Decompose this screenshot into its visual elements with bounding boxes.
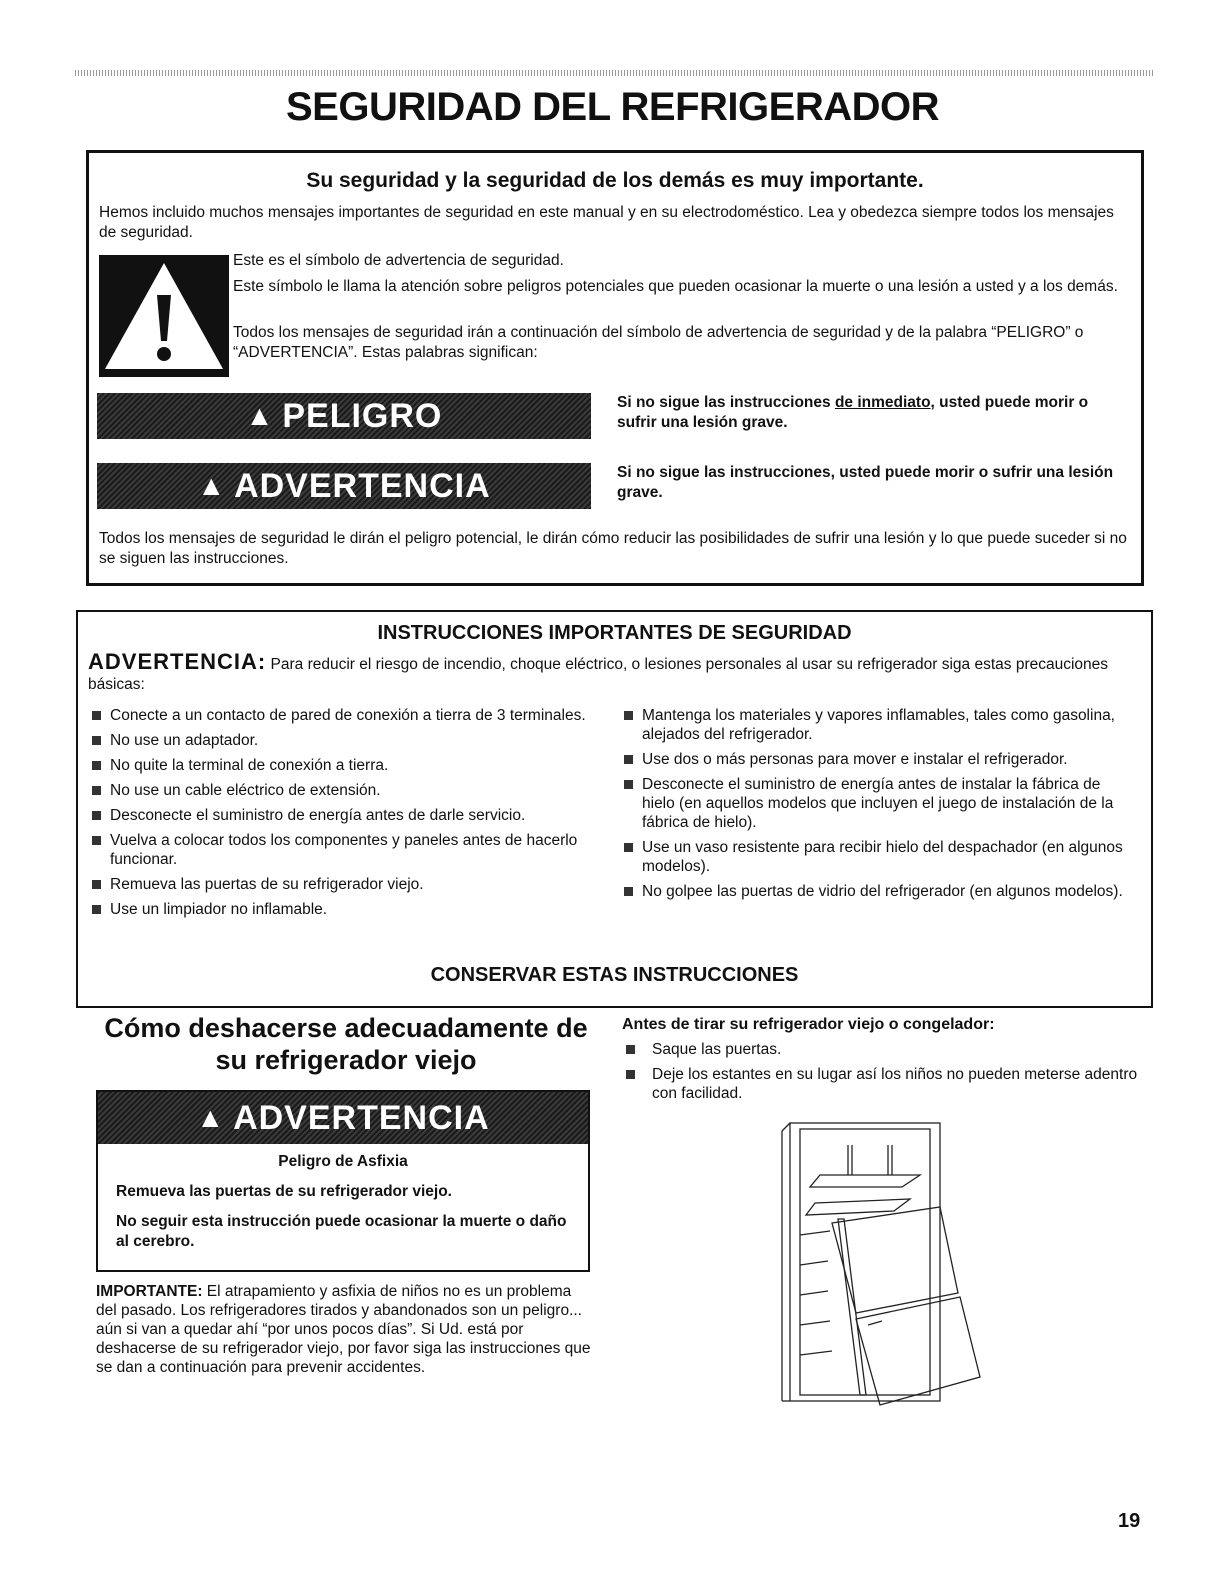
discard-bullet-list — [622, 1040, 1147, 1109]
page-number: 19 — [1118, 1510, 1141, 1532]
symbol-line-1: Este es el símbolo de advertencia de seguridad. — [233, 252, 564, 269]
warning-label: ADVERTENCIA — [234, 466, 491, 505]
list-item: No use un cable eléctrico de extensión. — [88, 781, 598, 800]
top-rule — [75, 70, 1153, 76]
safety-heading: Su seguridad y la seguridad de los demás es muy importante. — [306, 169, 924, 192]
list-item: Use dos o más personas para mover e instalar el refrigerador. — [620, 750, 1125, 769]
list-item: No use un adaptador. — [88, 731, 598, 750]
left-bullet-list — [88, 706, 598, 925]
danger-label: PELIGRO — [282, 396, 443, 435]
warning-banner — [97, 463, 591, 509]
warning-small-icon: ▲ — [197, 470, 227, 501]
disposal-title-line-2: su refrigerador viejo — [215, 1045, 477, 1075]
important-paragraph — [96, 1282, 596, 1377]
right-bullet-list — [620, 706, 1125, 907]
danger-text-post: , usted puede morir o sufrir una lesión grave. — [617, 394, 1089, 431]
refrigerator-illustration — [770, 1115, 1000, 1415]
instructions-box — [76, 610, 1153, 1008]
list-item: Mantenga los materiales y vapores inflamables, tales como gasolina, alejados del refrigerador. — [620, 706, 1125, 744]
keep-instructions: CONSERVAR ESTAS INSTRUCCIONES — [430, 964, 799, 986]
disposal-title-line-1: Cómo deshacerse adecuadamente de — [104, 1013, 588, 1043]
list-item: Desconecte el suministro de energía antes de instalar la fábrica de hielo (en aquellos modelos que incluyen el juego de instalación de la fábrica de hielo). — [620, 775, 1125, 832]
asphyxia-warning-box — [96, 1090, 590, 1272]
important-text: El atrapamiento y asfixia de niños no es un problema del pasado. Los refrigeradores tirados y abandonados son un peligro... aún si van a quedar ahí “por unos pocos días”. Si Ud. está por deshacerse de su refrigerador viejo, por favor siga las instrucciones que se dan a continuación para prevenir accidentes. — [96, 1283, 591, 1376]
safety-footer: Todos los mensajes de seguridad le dirán el peligro potencial, le dirán cómo reducir las posibilidades de sufrir una lesión y lo que puede suceder si no se siguen las instrucciones. — [99, 530, 1127, 567]
page-title: SEGURIDAD DEL REFRIGERADOR — [286, 85, 939, 129]
warning-small-icon: ▲ — [196, 1102, 226, 1133]
warning-text: Si no sigue las instrucciones, usted puede morir o sufrir una lesión grave. — [617, 464, 1114, 501]
list-item: Saque las puertas. — [622, 1040, 1147, 1059]
before-discard-heading: Antes de tirar su refrigerador viejo o congelador: — [622, 1016, 995, 1033]
hazard-line-2: No seguir esta instrucción puede ocasionar la muerte o daño al cerebro. — [116, 1213, 567, 1250]
list-item: Deje los estantes en su lugar así los niños no pueden meterse adentro con facilidad. — [622, 1065, 1147, 1103]
symbol-line-2: Este símbolo le llama la atención sobre peligros potenciales que pueden ocasionar la muerte o una lesión a usted y a los demás. — [233, 278, 1118, 295]
list-item: No quite la terminal de conexión a tierra. — [88, 756, 598, 775]
list-item: No golpee las puertas de vidrio del refrigerador (en algunos modelos). — [620, 882, 1125, 901]
list-item: Desconecte el suministro de energía antes de darle servicio. — [88, 806, 598, 825]
disposal-warning-banner — [98, 1092, 588, 1144]
symbol-line-3: Todos los mensajes de seguridad irán a continuación del símbolo de advertencia de seguridad y de la palabra “PELIGRO” o “ADVERTENCIA”. Estas palabras significan: — [233, 324, 1084, 361]
danger-text-pre: Si no sigue las instrucciones — [617, 394, 835, 411]
warning-triangle-icon — [99, 255, 229, 377]
instructions-heading: INSTRUCCIONES IMPORTANTES DE SEGURIDAD — [377, 622, 852, 644]
list-item: Use un limpiador no inflamable. — [88, 900, 598, 919]
list-item: Use un vaso resistente para recibir hielo del despachador (en algunos modelos). — [620, 838, 1125, 876]
danger-text — [617, 393, 1127, 433]
hazard-line-1: Remueva las puertas de su refrigerador viejo. — [116, 1183, 452, 1200]
advert-word: ADVERTENCIA: — [88, 649, 267, 674]
list-item: Remueva las puertas de su refrigerador viejo. — [88, 875, 598, 894]
disposal-title — [86, 1012, 606, 1076]
advert-text: Para reducir el riesgo de incendio, choque eléctrico, o lesiones personales al usar su refrigerador siga estas precauciones básicas: — [88, 656, 1109, 693]
list-item: Conecte a un contacto de pared de conexión a tierra de 3 terminales. — [88, 706, 598, 725]
important-label: IMPORTANTE: — [96, 1283, 203, 1300]
list-item: Vuelva a colocar todos los componentes y paneles antes de hacerlo funcionar. — [88, 831, 598, 869]
safety-intro: Hemos incluido muchos mensajes importantes de seguridad en este manual y en su electrodoméstico. Lea y obedezca siempre todos los mensajes de seguridad. — [99, 204, 1114, 241]
safety-box — [86, 150, 1144, 586]
danger-text-underline: de inmediato — [834, 394, 931, 411]
disposal-warning-label: ADVERTENCIA — [233, 1098, 490, 1137]
advert-line — [88, 649, 1128, 695]
danger-banner — [97, 393, 591, 439]
hazard-title: Peligro de Asfixia — [278, 1153, 408, 1170]
warning-small-icon: ▲ — [245, 400, 275, 431]
